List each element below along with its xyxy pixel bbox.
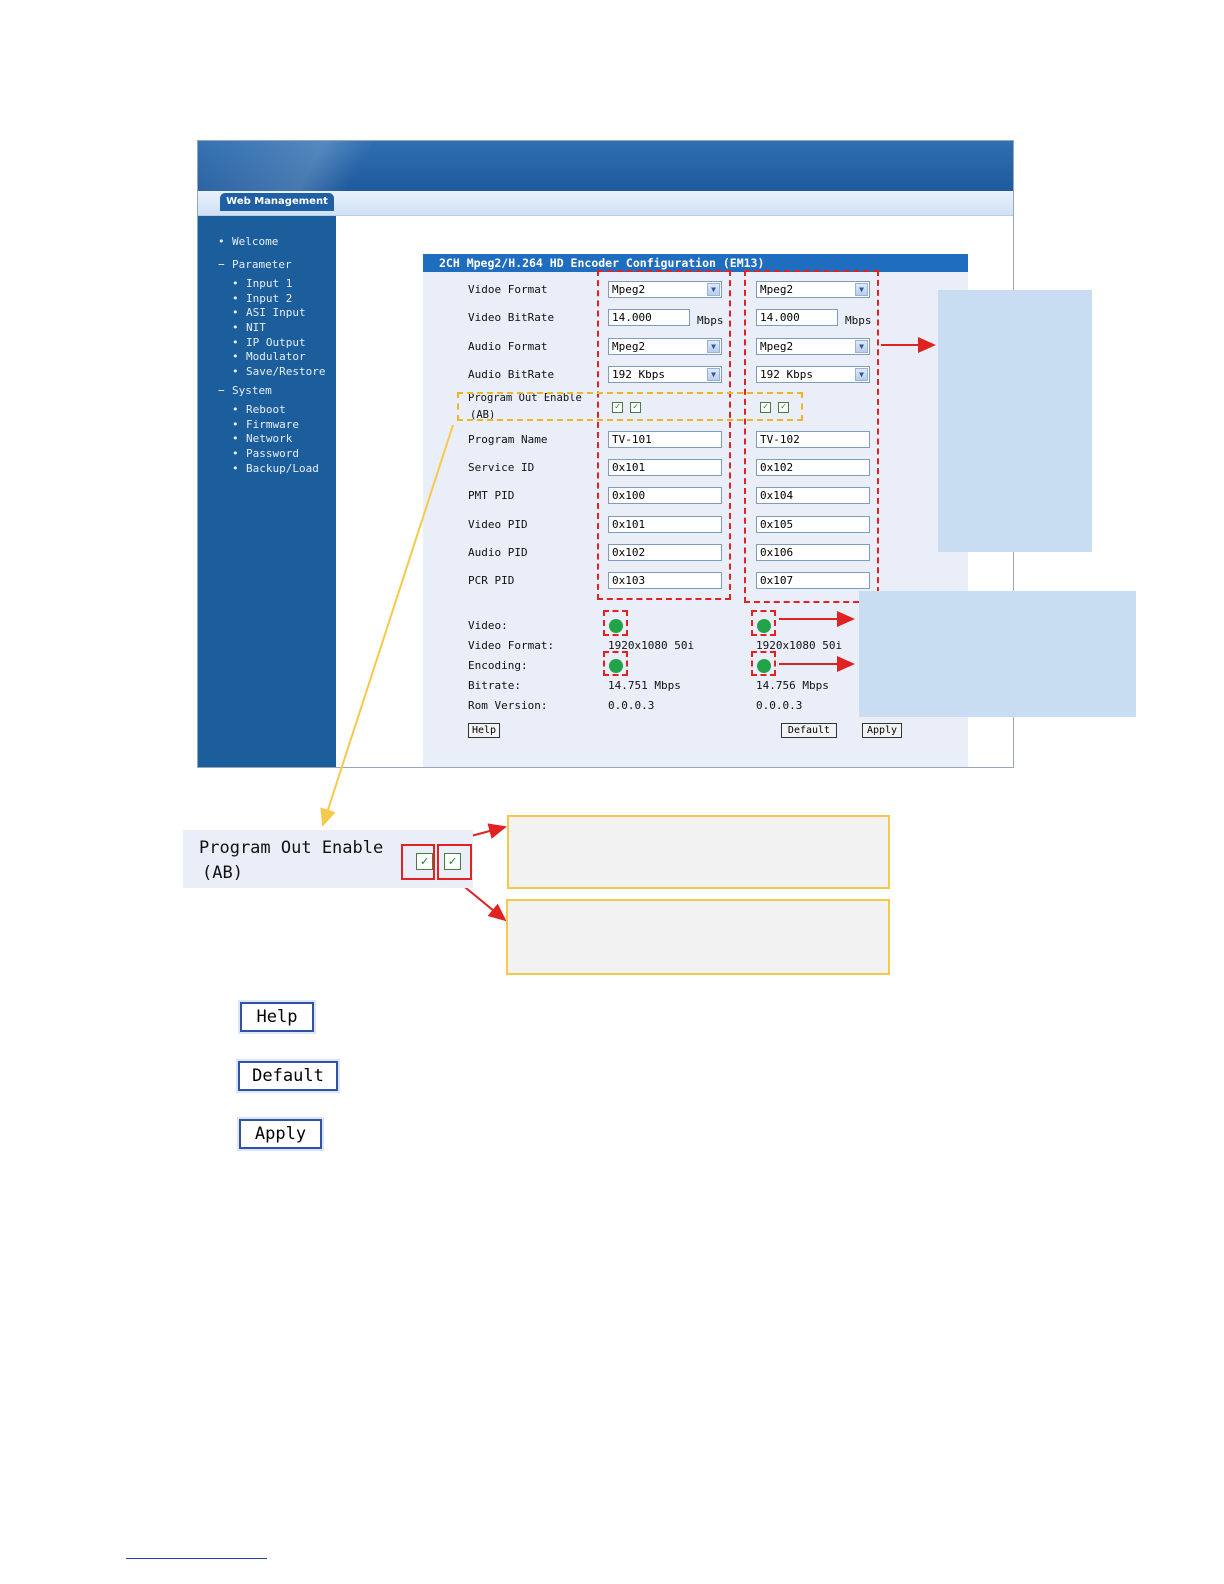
chevron-down-icon: ▼ bbox=[855, 368, 868, 381]
zoom-checkbox-a[interactable]: ✓ bbox=[416, 853, 433, 870]
ch2-audio-format-select[interactable]: Mpeg2 ▼ bbox=[756, 338, 870, 355]
status-encoding-label: Encoding: bbox=[468, 659, 528, 672]
label-ab: (AB) bbox=[470, 409, 496, 421]
label-audio-format: Audio Format bbox=[468, 340, 548, 353]
ch1-video-format-value: 1920x1080 50i bbox=[608, 639, 695, 652]
sidebar-item-nit[interactable]: • NIT bbox=[232, 321, 266, 334]
ch2-program-out-a-checkbox[interactable]: ✓ bbox=[760, 402, 771, 413]
zoom-checkbox-a-highlight bbox=[401, 844, 435, 880]
chevron-down-icon: ▼ bbox=[855, 340, 868, 353]
label-video-bitrate: Video BitRate bbox=[468, 311, 555, 324]
ch1-video-bitrate-input[interactable]: 14.000 bbox=[608, 309, 690, 326]
chevron-down-icon: ▼ bbox=[707, 283, 720, 296]
label-program-name: Program Name bbox=[468, 433, 548, 446]
sidebar-item-asi-input[interactable]: • ASI Input bbox=[232, 306, 306, 319]
ch2-pcr-pid-input[interactable]: 0x107 bbox=[756, 572, 870, 589]
footer-rule bbox=[126, 1558, 267, 1559]
zoom-ab: (AB) bbox=[202, 863, 243, 883]
ch1-pcr-pid-input[interactable]: 0x103 bbox=[608, 572, 722, 589]
ch2-video-pid-input[interactable]: 0x105 bbox=[756, 516, 870, 533]
ch1-service-id-input[interactable]: 0x101 bbox=[608, 459, 722, 476]
ch1-video-pid-input[interactable]: 0x101 bbox=[608, 516, 722, 533]
legend-apply-button[interactable]: Apply bbox=[239, 1119, 322, 1149]
status-video-format-label: Video Format: bbox=[468, 639, 555, 652]
chevron-down-icon: ▼ bbox=[707, 340, 720, 353]
tab-web-management[interactable]: Web Management bbox=[220, 193, 334, 211]
ch1-program-out-a-checkbox[interactable]: ✓ bbox=[612, 402, 623, 413]
label-pcr-pid: PCR PID bbox=[468, 574, 515, 587]
annotation-note-output-b bbox=[506, 899, 890, 975]
ch1-video-format-select[interactable]: Mpeg2 ▼ bbox=[608, 281, 722, 298]
chevron-down-icon: ▼ bbox=[707, 368, 720, 381]
legend-help-button[interactable]: Help bbox=[240, 1002, 314, 1032]
sidebar-item-parameter[interactable]: − Parameter bbox=[218, 258, 292, 271]
status-bitrate-label: Bitrate: bbox=[468, 679, 521, 692]
annotation-note-output-a bbox=[507, 815, 890, 889]
ch1-bitrate-value: 14.751 Mbps bbox=[608, 679, 681, 692]
ch1-bitrate-unit: Mbps bbox=[697, 314, 724, 327]
label-audio-bitrate: Audio BitRate bbox=[468, 368, 555, 381]
label-service-id: Service ID bbox=[468, 461, 535, 474]
sidebar-item-input-2[interactable]: • Input 2 bbox=[232, 292, 293, 305]
ch2-bitrate-value: 14.756 Mbps bbox=[756, 679, 829, 692]
ch2-program-out-b-checkbox[interactable]: ✓ bbox=[778, 402, 789, 413]
label-video-pid: Video PID bbox=[468, 518, 528, 531]
ch1-pmt-pid-input[interactable]: 0x100 bbox=[608, 487, 722, 504]
status-video-label: Video: bbox=[468, 619, 508, 632]
sidebar-item-welcome[interactable]: • Welcome bbox=[218, 235, 279, 248]
ch2-program-name-input[interactable]: TV-102 bbox=[756, 431, 870, 448]
label-program-out-enable: Program Out Enable bbox=[468, 392, 582, 404]
sidebar-item-system[interactable]: − System bbox=[218, 384, 272, 397]
ch2-audio-bitrate-select[interactable]: 192 Kbps ▼ bbox=[756, 366, 870, 383]
chevron-down-icon: ▼ bbox=[855, 283, 868, 296]
zoom-checkbox-b-highlight bbox=[437, 844, 472, 880]
default-button[interactable]: Default bbox=[781, 723, 837, 738]
ch1-audio-bitrate-select[interactable]: 192 Kbps ▼ bbox=[608, 366, 722, 383]
ch2-audio-pid-input[interactable]: 0x106 bbox=[756, 544, 870, 561]
ch2-video-format-value: 1920x1080 50i bbox=[756, 639, 843, 652]
ch2-pmt-pid-input[interactable]: 0x104 bbox=[756, 487, 870, 504]
ch1-program-name-input[interactable]: TV-101 bbox=[608, 431, 722, 448]
label-video-format: Vidoe Format bbox=[468, 283, 548, 296]
ch1-audio-pid-input[interactable]: 0x102 bbox=[608, 544, 722, 561]
ch2-bitrate-unit: Mbps bbox=[845, 314, 872, 327]
sidebar-item-ip-output[interactable]: • IP Output bbox=[232, 336, 306, 349]
help-button[interactable]: Help bbox=[468, 723, 500, 738]
sidebar-item-network[interactable]: • Network bbox=[232, 432, 293, 445]
apply-button[interactable]: Apply bbox=[862, 723, 902, 738]
sidebar-item-reboot[interactable]: • Reboot bbox=[232, 403, 286, 416]
zoom-label: Program Out Enable bbox=[199, 838, 384, 858]
sidebar-item-modulator[interactable]: • Modulator bbox=[232, 350, 306, 363]
zoom-checkbox-b[interactable]: ✓ bbox=[444, 853, 461, 870]
ch2-service-id-input[interactable]: 0x102 bbox=[756, 459, 870, 476]
ch1-audio-format-select[interactable]: Mpeg2 ▼ bbox=[608, 338, 722, 355]
label-audio-pid: Audio PID bbox=[468, 546, 528, 559]
ch2-rom-version-value: 0.0.0.3 bbox=[756, 699, 803, 712]
ch1-program-out-b-checkbox[interactable]: ✓ bbox=[630, 402, 641, 413]
sidebar-item-password[interactable]: • Password bbox=[232, 447, 299, 460]
panel-title: 2CH Mpeg2/H.264 HD Encoder Configuration (EM13) bbox=[423, 254, 968, 272]
ch2-video-bitrate-input[interactable]: 14.000 bbox=[756, 309, 838, 326]
status-rom-version-label: Rom Version: bbox=[468, 699, 548, 712]
sidebar-item-backup-load[interactable]: • Backup/Load bbox=[232, 462, 319, 475]
ch1-rom-version-value: 0.0.0.3 bbox=[608, 699, 655, 712]
legend-default-button[interactable]: Default bbox=[238, 1061, 338, 1091]
sidebar-item-input-1[interactable]: • Input 1 bbox=[232, 277, 293, 290]
sidebar-item-firmware[interactable]: • Firmware bbox=[232, 418, 299, 431]
label-pmt-pid: PMT PID bbox=[468, 489, 515, 502]
sidebar-item-save-restore[interactable]: • Save/Restore bbox=[232, 365, 326, 378]
ch2-video-format-select[interactable]: Mpeg2 ▼ bbox=[756, 281, 870, 298]
